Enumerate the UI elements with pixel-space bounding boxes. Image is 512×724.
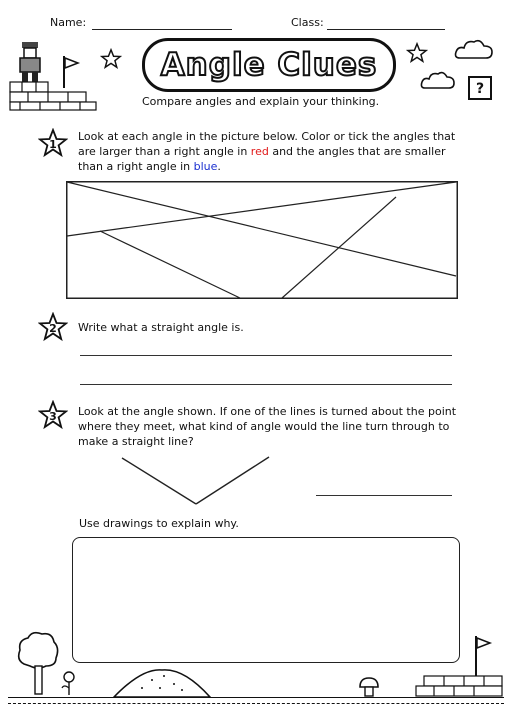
question-1-text-part: and the angles that are smaller than a right angle in xyxy=(78,145,446,173)
angle-figure-border xyxy=(67,182,458,299)
answer-line[interactable] xyxy=(80,383,452,385)
class-field[interactable] xyxy=(327,17,445,30)
question-number: 1 xyxy=(49,138,57,151)
tree-icon xyxy=(16,630,60,696)
cloud-icon xyxy=(454,38,494,62)
question-1-text-part: Look at each angle in the picture below. Color or tick the angles that are larger than a right angle in xyxy=(78,130,456,158)
question-1-text xyxy=(78,129,468,174)
answer-line[interactable] xyxy=(316,494,452,496)
question-3-followup: Use drawings to explain why. xyxy=(79,517,239,530)
svg-text:?: ? xyxy=(475,81,485,97)
class-label: Class: xyxy=(291,16,324,29)
mushroom-icon xyxy=(358,676,380,698)
question-number-star-1 xyxy=(38,128,68,158)
angle-arm xyxy=(122,458,196,504)
question-3-text: Look at the angle shown. If one of the lines is turned about the point where they meet, what kind of angle would the line turn through to make a straight line? xyxy=(78,405,457,448)
cloud-icon xyxy=(420,70,456,92)
star-icon xyxy=(406,42,428,64)
name-field[interactable] xyxy=(92,17,232,30)
question-1-text-part: . xyxy=(217,160,221,173)
flag-icon xyxy=(476,636,490,676)
flag-brick-illustration xyxy=(414,632,504,698)
question-number-star-2 xyxy=(38,312,68,342)
question-2-text: Write what a straight angle is. xyxy=(78,321,244,334)
ground-line xyxy=(8,697,504,698)
question-number: 2 xyxy=(49,322,57,335)
answer-line[interactable] xyxy=(80,354,452,356)
star-icon xyxy=(100,48,122,70)
hill-icon xyxy=(112,666,212,698)
name-label: Name: xyxy=(50,16,87,29)
flower-icon xyxy=(60,670,78,696)
brick-icon xyxy=(416,676,502,696)
character-platform-illustration xyxy=(8,38,98,112)
angle-arm xyxy=(196,457,269,504)
angle-figure xyxy=(66,181,458,299)
question-number: 3 xyxy=(49,410,57,423)
question-block-icon xyxy=(468,76,492,100)
title-banner xyxy=(142,38,396,92)
v-angle-figure xyxy=(118,452,274,508)
subtitle: Compare angles and explain your thinking. xyxy=(142,95,380,108)
color-word-red: red xyxy=(250,145,269,158)
ground-pattern xyxy=(8,703,504,704)
character-icon xyxy=(20,42,40,82)
page-title: Angle Clues xyxy=(160,47,378,83)
drawing-area[interactable] xyxy=(72,537,460,663)
brick-icon xyxy=(10,82,96,110)
color-word-blue: blue xyxy=(193,160,218,173)
flag-icon xyxy=(64,56,78,88)
question-number-star-3 xyxy=(38,400,68,430)
